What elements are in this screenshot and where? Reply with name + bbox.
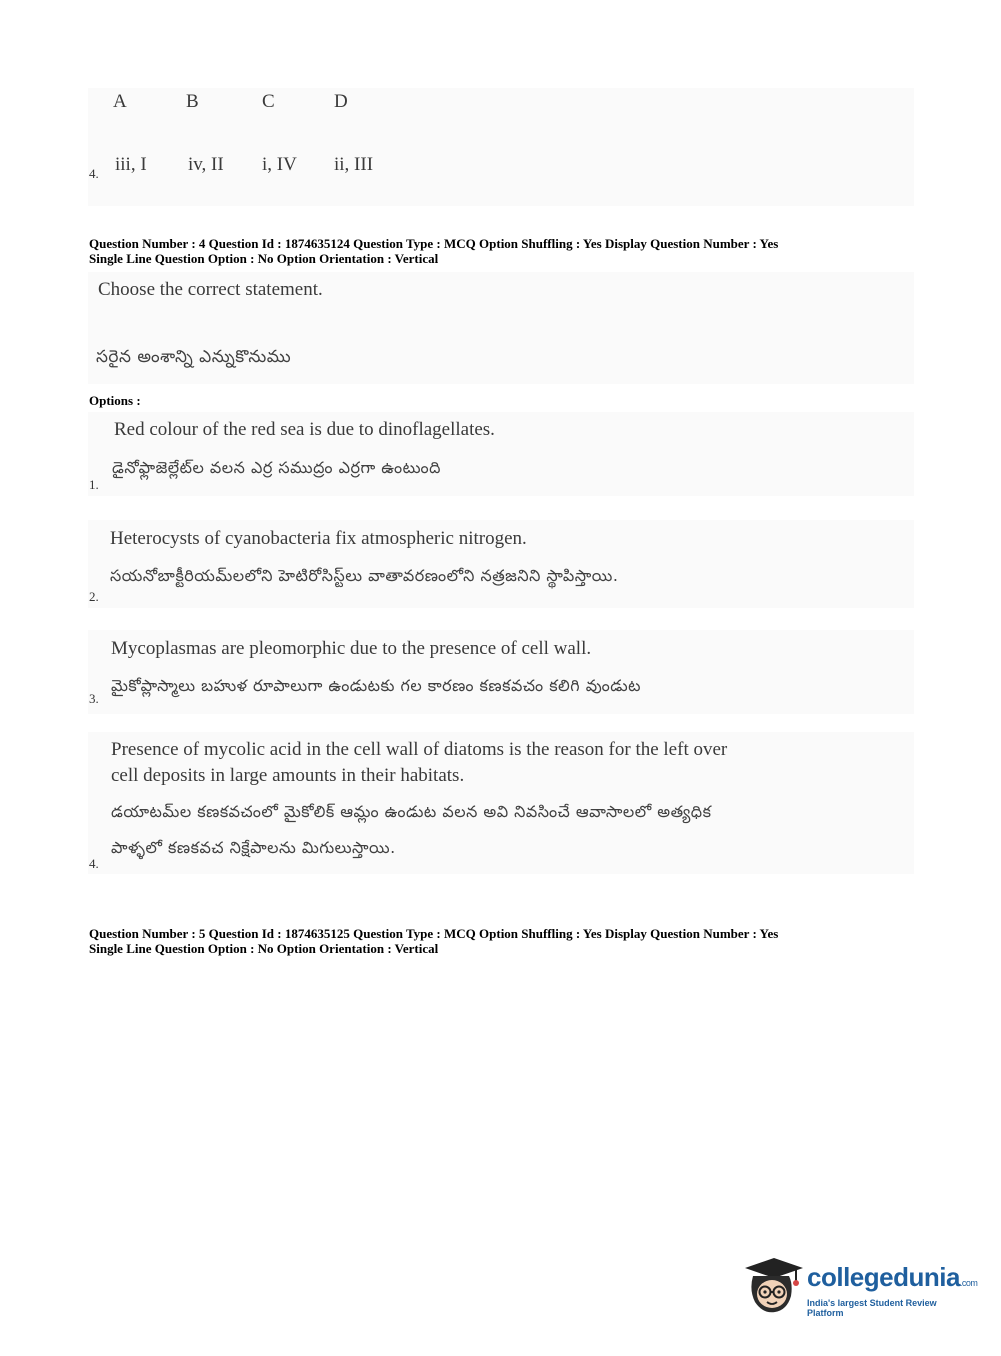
- question-text-en: Choose the correct statement.: [98, 279, 323, 300]
- question-meta-line2: Single Line Question Option : No Option Orientation : Vertical: [89, 251, 439, 266]
- brand-suffix: .com: [959, 1278, 978, 1288]
- option-text-en: Heterocysts of cyanobacteria fix atmospheric nitrogen.: [110, 528, 527, 549]
- match-value-a: iii, I: [115, 154, 147, 175]
- match-header-c: C: [262, 91, 275, 112]
- match-header-b: B: [186, 91, 199, 112]
- options-label: Options :: [89, 393, 141, 408]
- brand-name-text: collegedunia: [807, 1262, 960, 1292]
- option-text-en: Red colour of the red sea is due to dinoflagellates.: [114, 419, 495, 440]
- option-text-en-line1: Presence of mycolic acid in the cell wall of diatoms is the reason for the left over: [111, 739, 728, 760]
- option-text-te: సయనోబాక్టీరియమ్‌లలోని హెటిరోసిస్ట్‌లు వాతావరణంలోని నత్రజనిని స్థాపిస్తాయి.: [110, 566, 619, 585]
- question-meta: [89, 236, 939, 266]
- option-number: 4.: [89, 166, 99, 181]
- option-number: 2.: [89, 589, 99, 604]
- collegedunia-logo: [741, 1250, 978, 1320]
- option-text-te: డైనోఫ్లాజెల్లేట్‌ల వలన ఎర్ర సముద్రం ఎర్రగా ఉంటుంది: [112, 458, 441, 477]
- option-number: 1.: [89, 477, 99, 492]
- question-meta-line1: Question Number : 5 Question Id : 1874635125 Question Type : MCQ Option Shuffling : Yes Display Question Number : Yes: [89, 926, 779, 941]
- question-text-te: సరైన అంశాన్ని ఎన్నుకొనుము: [96, 347, 292, 367]
- option-number: 4.: [89, 856, 99, 871]
- match-header-a: A: [113, 91, 127, 112]
- option-text-en: Mycoplasmas are pleomorphic due to the presence of cell wall.: [111, 638, 592, 659]
- match-value-c: i, IV: [262, 154, 297, 175]
- brand-name: [807, 1262, 977, 1293]
- brand-tagline: India's largest Student Review Platform: [807, 1298, 937, 1318]
- option-text-en-line2: cell deposits in large amounts in their habitats.: [111, 765, 465, 786]
- mascot-icon: [741, 1252, 807, 1318]
- question-meta-next: [89, 926, 939, 956]
- question-meta-line1: Question Number : 4 Question Id : 1874635124 Question Type : MCQ Option Shuffling : Yes Display Question Number : Yes: [89, 236, 779, 251]
- match-header-d: D: [334, 91, 348, 112]
- option-text-te-line2: పాళ్ళలో కణకవచ నిక్షేపాలను మిగులుస్తాయి.: [111, 838, 396, 857]
- match-value-d: ii, III: [334, 154, 374, 175]
- match-table-image: [88, 88, 914, 206]
- match-value-b: iv, II: [188, 154, 224, 175]
- option-text-te: మైకోప్లాస్మాలు బహుళ రూపాలుగా ఉండుటకు గల కారణం కణకవచం కలిగి వుండుట: [111, 676, 642, 695]
- question-meta-line2: Single Line Question Option : No Option Orientation : Vertical: [89, 941, 439, 956]
- option-number: 3.: [89, 691, 99, 706]
- option-text-te-line1: డయాటమ్‌ల కణకవచంలో మైకోలిక్ ఆమ్లం ఉండుట వలన అవి నివసించే ఆవాసాలలో అత్యధిక: [111, 802, 712, 821]
